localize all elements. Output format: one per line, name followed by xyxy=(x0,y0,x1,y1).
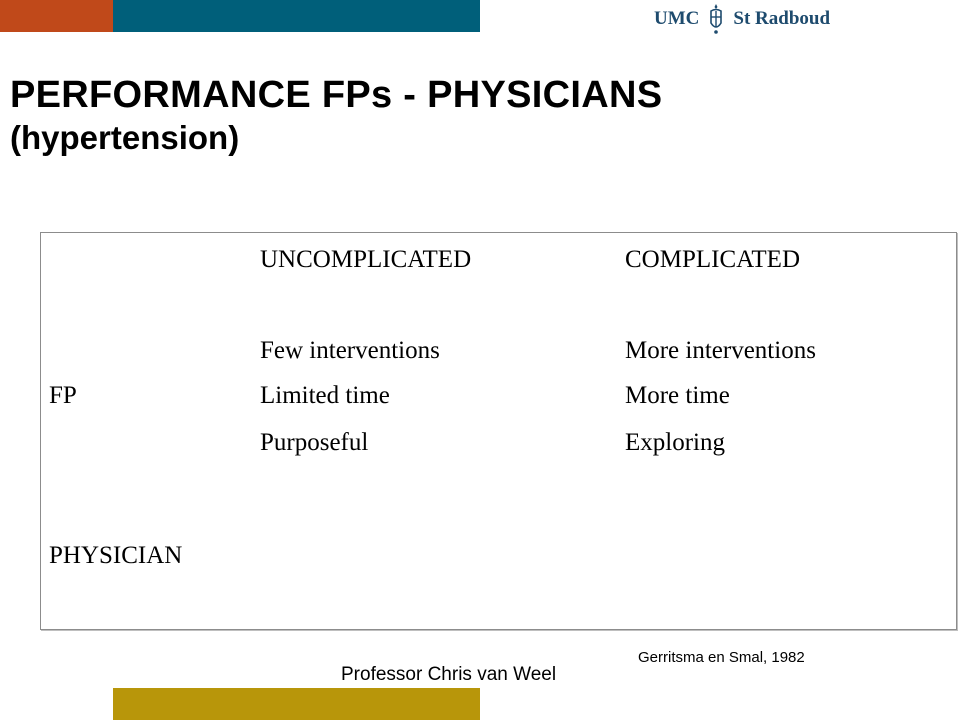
slide-title xyxy=(10,72,662,159)
header-complicated: COMPLICATED xyxy=(625,246,801,273)
bottom-gold-bar xyxy=(113,688,480,720)
citation-text: Gerritsma en Smal, 1982 xyxy=(638,649,805,666)
cell-purposeful: Purposeful xyxy=(260,429,369,456)
cell-few-interventions: Few interventions xyxy=(260,337,440,364)
umc-st-radboud-logo xyxy=(654,2,830,36)
row-label-fp: FP xyxy=(49,382,77,409)
top-teal-bar xyxy=(113,0,480,32)
title-line-2: (hypertension) xyxy=(10,119,240,157)
logo-umc-text: UMC xyxy=(654,8,700,29)
cell-more-time: More time xyxy=(625,382,730,409)
title-line-1: PERFORMANCE FPs - PHYSICIANS xyxy=(10,74,663,116)
presenter-name: Professor Chris van Weel xyxy=(341,664,557,685)
cell-more-interventions: More interventions xyxy=(625,337,816,364)
row-label-physician: PHYSICIAN xyxy=(49,542,183,569)
cell-exploring: Exploring xyxy=(625,429,725,456)
top-orange-bar xyxy=(0,0,113,32)
cell-limited-time: Limited time xyxy=(260,382,390,409)
crest-icon xyxy=(705,3,727,35)
logo-radboud-text: St Radboud xyxy=(733,8,831,29)
header-uncomplicated: UNCOMPLICATED xyxy=(260,246,472,273)
comparison-table xyxy=(40,232,957,630)
